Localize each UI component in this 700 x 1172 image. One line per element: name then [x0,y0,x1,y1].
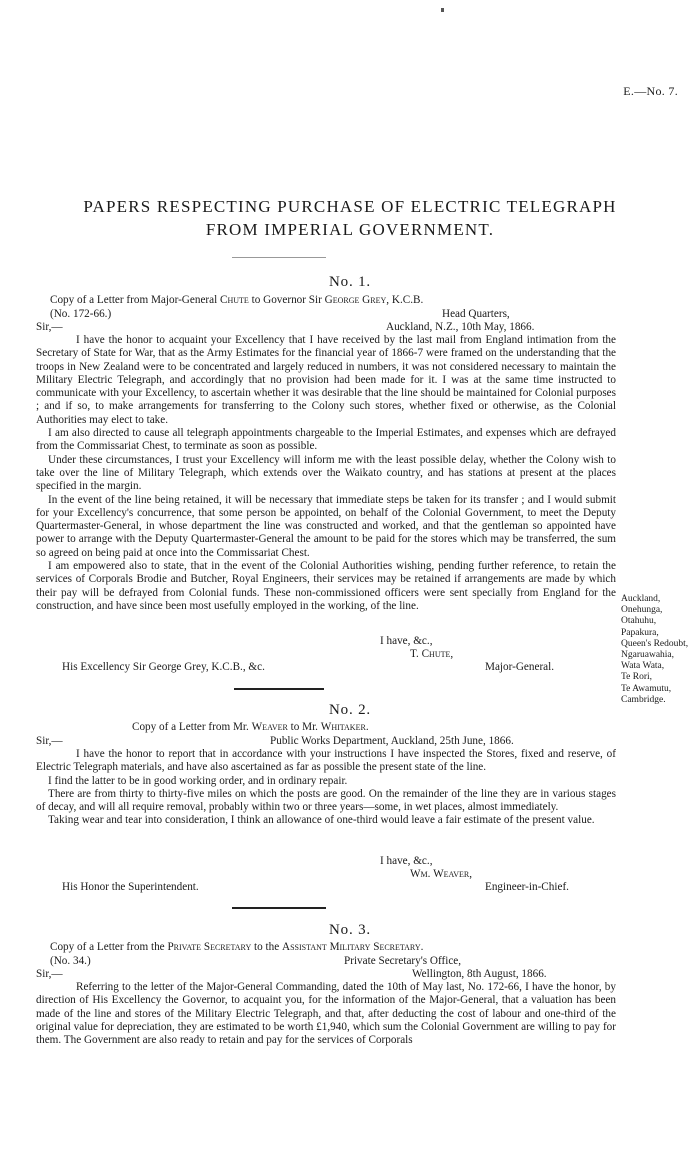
letter-2-salutation: Sir,— [36,735,63,747]
heading-recipient: Whitaker [320,721,366,733]
letter-2-signature: Wm. Weaver, [410,868,473,880]
letter-3-number: No. 3. [329,922,371,938]
document-reference: E.—No. 7. [623,84,678,98]
heading-text: , K.C.B. [386,294,424,306]
letter-2-closing: I have, &c., [380,855,433,867]
letter-1-date: Auckland, N.Z., 10th May, 1866. [386,321,535,333]
document-title-line-2: FROM IMPERIAL GOVERNMENT. [205,220,495,239]
letter-1-number: No. 1. [329,274,371,290]
letter-1-signature: T. Chute, [410,648,454,660]
margin-place: Wata Wata, [621,661,665,672]
margin-place: Onehunga, [621,605,663,616]
letter-1-salutation: Sir,— [36,321,63,333]
heading-text: Copy of a Letter from the [50,941,165,953]
heading-text: . [365,721,369,733]
heading-text: to Governor Sir [251,294,322,306]
letter-3-paragraph: Referring to the letter of the Major-General Commanding, dated the 10th of May last, No. 172-66, I have the honor, by direction of His Excellency the Governor, to acquaint you, for the information of the Major-General, that a valuation has been made of the line and stores of the Military Electric Telegraph, and that, after deducting the cost of labour and one-third of the original value for depreciation, they are estimated to be worth £1,940, which sum the Colonial Government are willing to pay for them. The Government are also ready to retain and pay for the services of Corporals [36,981,616,1047]
letter-2-body [36,748,616,828]
letter-3-salutation: Sir,— [36,968,63,980]
title-rule [232,257,326,258]
letter-1-closing: I have, &c., [380,635,433,647]
margin-place: Auckland, [621,594,661,604]
heading-sender: Weaver [251,721,288,733]
heading-text: to the [254,941,280,953]
letter-2-paragraph: I have the honor to report that in accordance with your instructions I have inspected the Stores, fixed and reserve, of Electric Telegraph materials, and have also ascertained as far as possible the present state of the line. [36,748,616,774]
letter-2-heading [132,721,369,734]
letter-1-ref-number: (No. 172-66.) [50,308,112,320]
letter-2-paragraph: Taking wear and tear into consideration, I think an allowance of one-third would leave a fair estimate of the present value. [48,814,595,827]
letter-3-date: Wellington, 8th August, 1866. [412,968,547,980]
letter-1-paragraph: In the event of the line being retained, it will be necessary that immediate steps be taken for its transfer ; and I would submit for your Excellency's concurrence, that some person be appointed, on behalf of the Colonial Government, to meet the Deputy Quartermaster-General, in whose department the line was constructed and worked, and that the gentleman so appointed have power to arrange with the Deputy Quartermaster-General the amount to be paid for the stores which may be transferred, the sum so agreed on being paid at once into the Commissariat Chest. [36,493,616,559]
letter-2-place-date: Public Works Department, Auckland, 25th June, 1866. [270,735,514,747]
letter-2-number: No. 2. [329,702,371,718]
letter-1-paragraph: Under these circumstances, I trust your Excellency will inform me with the least possible delay, whether the Colony wish to take over the line of Military Telegraph, which extends over the Waikato country, and has stations at present at the places specified in the margin. [36,453,616,493]
letter-3-ref-number: (No. 34.) [50,955,91,967]
heading-text: Copy of a Letter from Major-General [50,294,218,306]
letter-1-signatory-title: Major-General. [485,661,555,673]
letter-1-heading [50,294,423,307]
heading-sender: Chute [220,294,249,306]
heading-sender: Private Secretary [167,941,252,953]
letter-2-paragraph: I find the latter to be in good working order, and in ordinary repair. [48,774,348,787]
letter-3-heading [50,941,423,954]
letter-1-addressee: His Excellency Sir George Grey, K.C.B., &c. [62,661,265,673]
letter-2-signatory-title: Engineer-in-Chief. [485,881,569,893]
letter-1-paragraph: I am empowered also to state, that in the event of the Colonial Authorities wishing, pending further reference, to retain the services of Corporals Brodie and Butcher, Royal Engineers, their services may be retained if arrangements are made by which their pay will be defrayed from Colonial funds. These non-commissioned officers were sent specially from England for the construction, and have since been most usefully employed in the working, of the line. [36,560,616,612]
margin-place: Ngaruawahia, [621,650,675,661]
margin-place: Te Awamutu, [621,683,672,694]
letter-2-paragraph: There are from thirty to thirty-five miles on which the posts are good. On the remainder of the line they are in various stages of decay, and will all require removal, probably within two or three years—some, in wet places, almost immediately. [36,787,616,814]
ink-speck [441,8,444,12]
margin-place: Queen's Redoubt, [621,638,689,649]
heading-text: Copy of a Letter from Mr. [132,721,249,733]
letter-1-paragraph: I have the honor to acquaint your Excellency that I have received by the last mail from England intimation from the Secretary of State for War, that as the Army Estimates for the financial year of 1866-7 were framed on the understanding that the troops in New Zealand were to be concentrated and largely reduced in numbers, it was not considered necessary to maintain the Military Electric Telegraph, and accordingly that no provision had been made for it. I was at the same time instructed to communicate with your Excellency, to ascertain whether it was desirable that the line should be maintained for Colonial purposes ; and if so, to make arrangements for transferring to the Colony such stores, whether fixed or otherwise, as the Colonial Authorities may elect to take. [36,334,616,426]
margin-place: Cambridge. [621,694,666,705]
letter-1-place: Head Quarters, [442,308,510,320]
letter-3-body [36,981,616,1047]
letter-3-place: Private Secretary's Office, [344,955,462,967]
section-rule [234,688,324,690]
margin-station-list [621,594,699,706]
document-title-line-1: PAPERS RESPECTING PURCHASE OF ELECTRIC TELEGRAPH [83,197,617,216]
letter-2-addressee: His Honor the Superintendent. [62,881,199,893]
margin-place: Papakura, [621,627,659,638]
heading-text: to Mr. [290,721,318,733]
margin-place: Te Rori, [621,672,652,683]
letter-1-body [36,334,616,613]
heading-recipient: Assistant Military Secretary [282,941,421,953]
heading-text: . [420,941,424,953]
letter-1-paragraph: I am also directed to cause all telegraph appointments chargeable to the Imperial Estimates, and expenses which are defrayed from the Commissariat Chest, to terminate as soon as possible. [36,427,616,453]
heading-recipient: George Grey [324,294,387,306]
section-rule [232,907,326,909]
margin-place: Otahuhu, [621,616,657,627]
